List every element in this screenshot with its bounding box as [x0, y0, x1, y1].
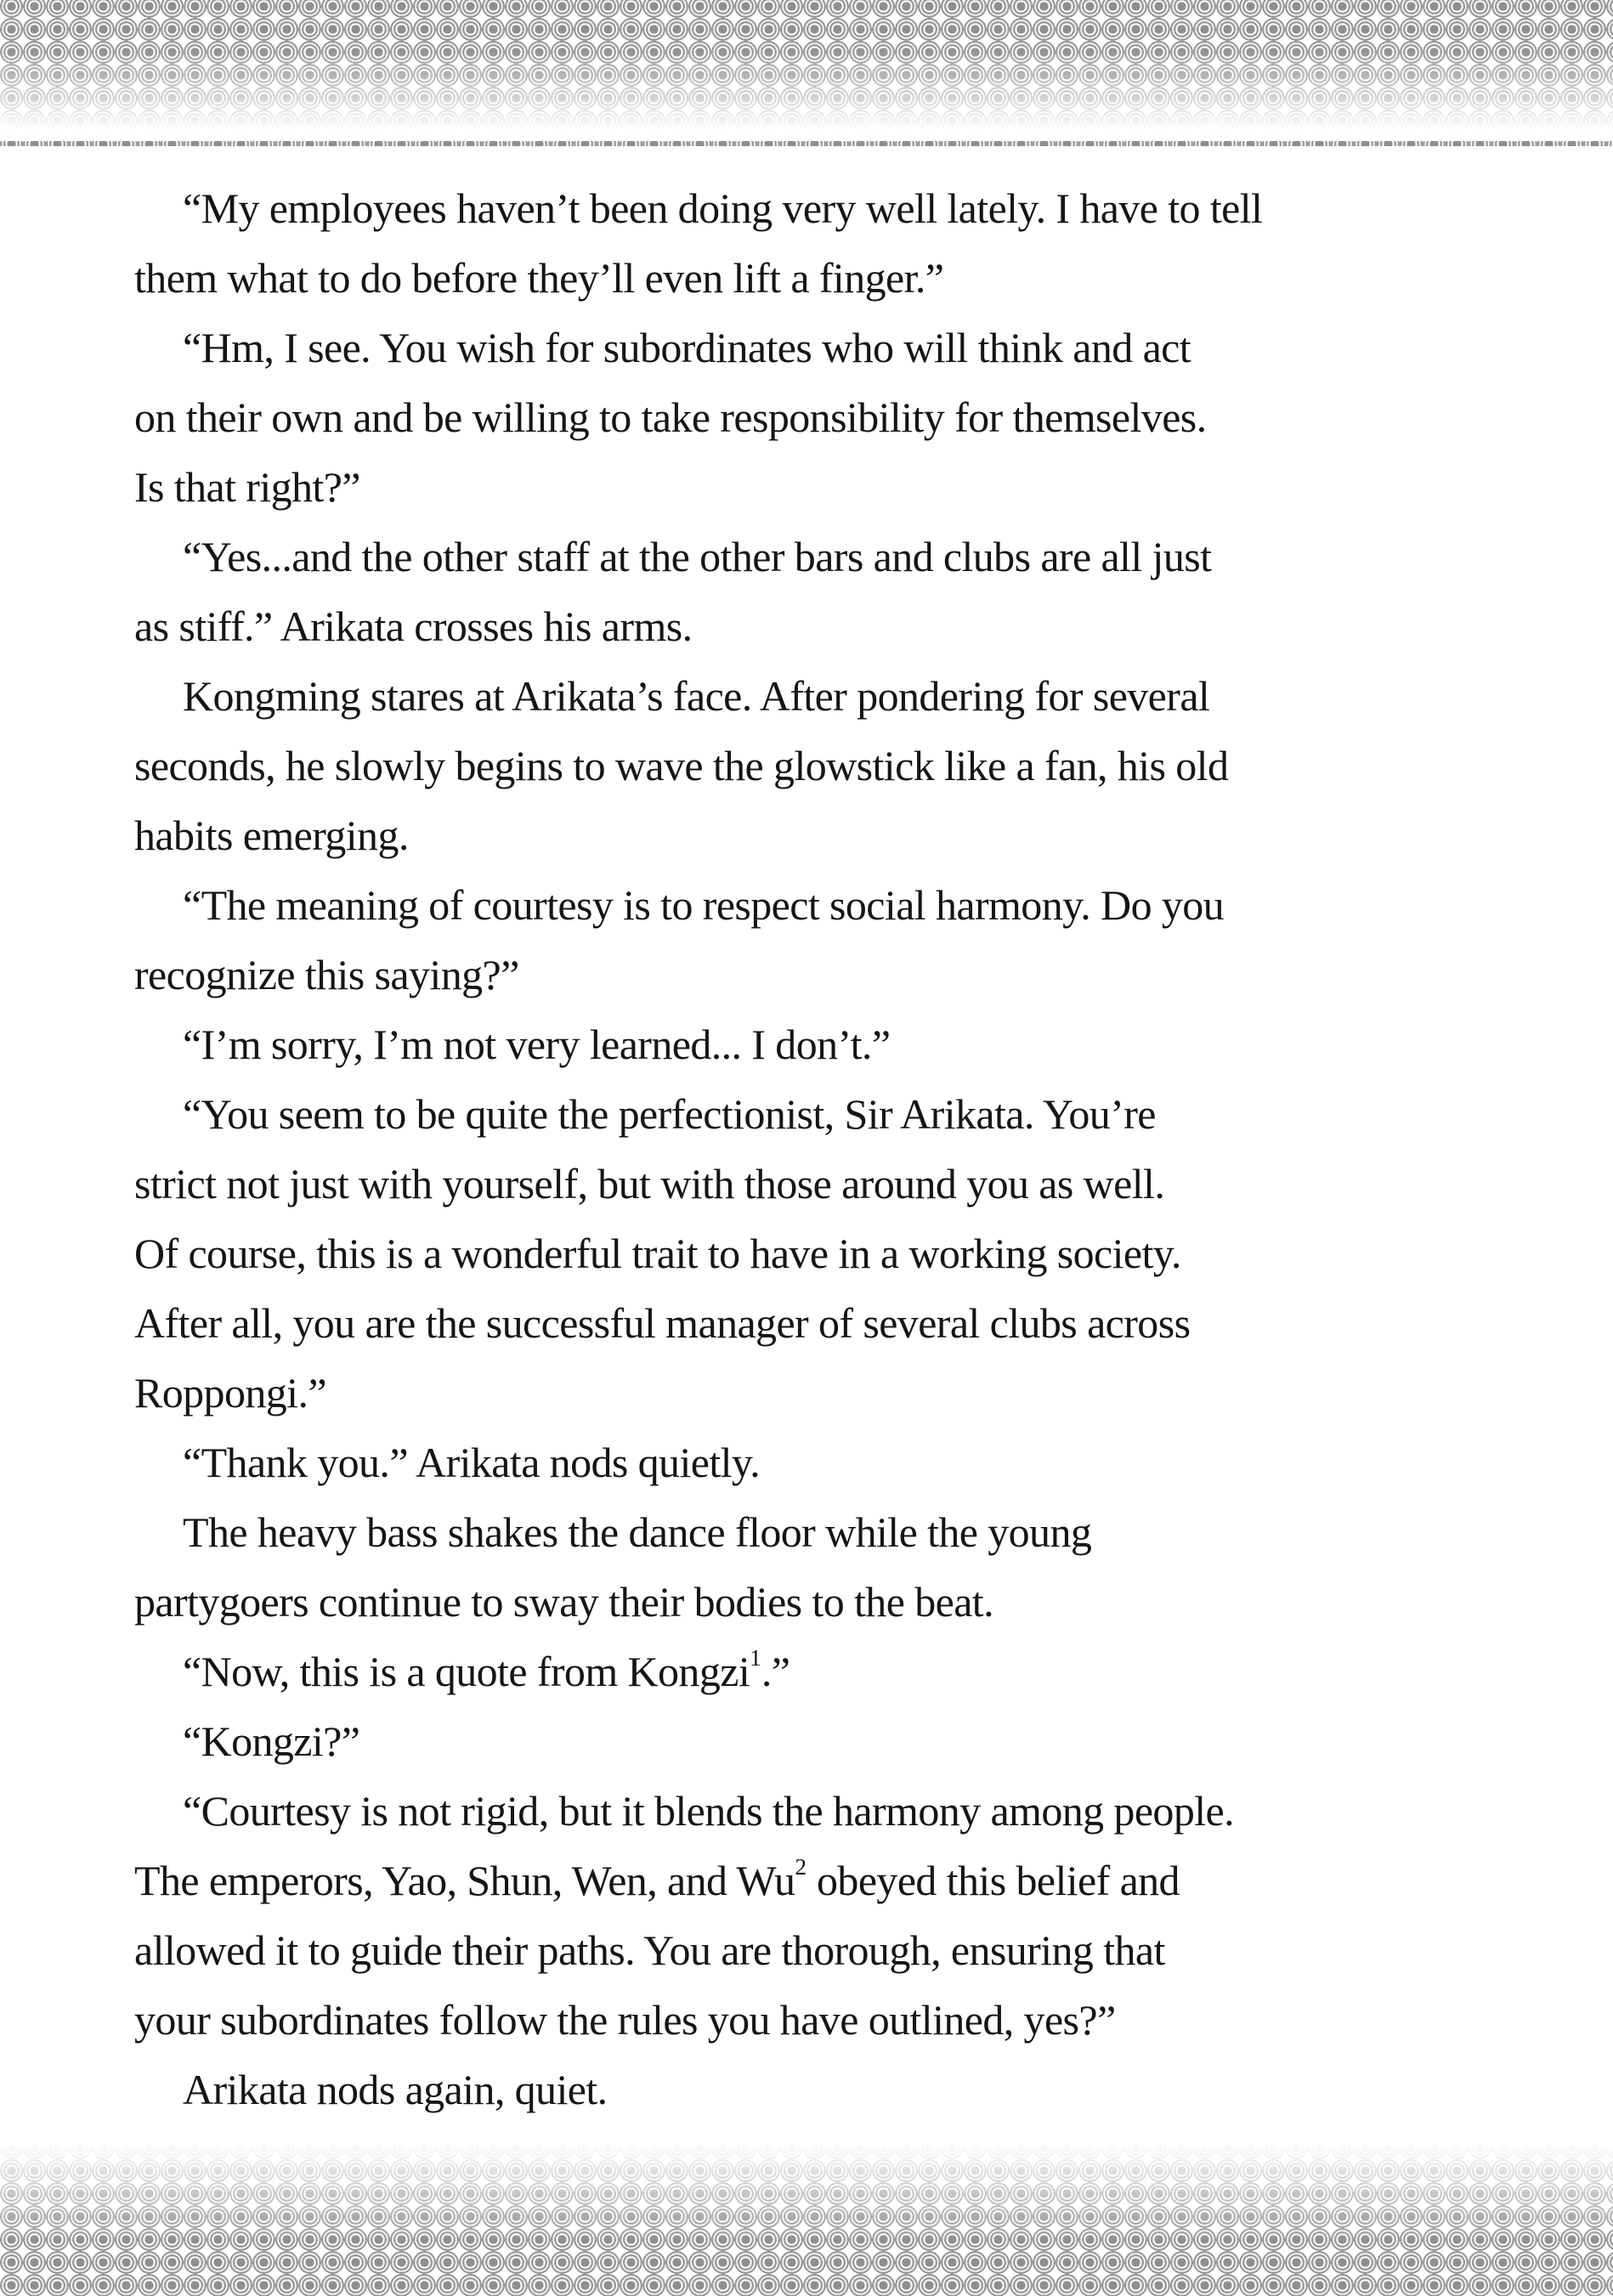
paragraph	[134, 1079, 1494, 1428]
text-line: them what to do before they’ll even lift a finger.”	[134, 254, 944, 302]
paragraph	[134, 1009, 1494, 1079]
text-line: The emperors, Yao, Shun, Wen, and Wu$^2$ obeyed this belief and	[134, 1853, 1180, 1904]
paragraph	[134, 2055, 1494, 2124]
text-line: seconds, he slowly begins to wave the glowstick like a fan, his old	[134, 742, 1229, 789]
text-line: “Thank you.” Arikata nods quietly.	[183, 1439, 760, 1486]
top-border-pattern	[0, 0, 1613, 146]
text-line: Arikata nods again, quiet.	[183, 2066, 608, 2113]
text-line: “The meaning of courtesy is to respect social harmony. Do you	[183, 881, 1225, 929]
text-line: Is that right?”	[134, 463, 360, 511]
text-line: recognize this saying?”	[134, 951, 519, 998]
paragraph	[134, 173, 1494, 313]
text-line: habits emerging.	[134, 812, 409, 859]
text-line: partygoers continue to sway their bodies to the beat.	[134, 1578, 993, 1626]
text-line: “You seem to be quite the perfectionist, Sir Arikata. You’re	[183, 1090, 1156, 1138]
text-line: strict not just with yourself, but with those around you as well.	[134, 1160, 1165, 1207]
paragraph	[134, 1428, 1494, 1497]
text-line: as stiff.” Arikata crosses his arms.	[134, 602, 693, 650]
text-line: “I’m sorry, I’m not very learned... I don’t.”	[183, 1021, 891, 1068]
text-line: your subordinates follow the rules you have outlined, yes?”	[134, 1996, 1116, 2044]
paragraph	[134, 313, 1494, 522]
text-line: on their own and be willing to take responsibility for themselves.	[134, 393, 1207, 441]
text-line: “Yes...and the other staff at the other bars and clubs are all just	[183, 533, 1212, 580]
text-line: Of course, this is a wonderful trait to have in a working society.	[134, 1230, 1181, 1277]
text-line: “Courtesy is not rigid, but it blends the harmony among people.	[183, 1787, 1235, 1835]
paragraph	[134, 870, 1494, 1009]
text-block	[134, 173, 1494, 2124]
paragraph	[134, 522, 1494, 661]
footnote-marker: 1	[750, 1644, 761, 1671]
text-line: Kongming stares at Arikata’s face. After pondering for several	[183, 672, 1210, 720]
paragraph	[134, 1776, 1494, 2055]
paragraph	[134, 1706, 1494, 1776]
text-line: “Hm, I see. You wish for subordinates who will think and act	[183, 324, 1191, 371]
text-line: “My employees haven’t been doing very well lately. I have to tell	[183, 184, 1263, 232]
footnote-marker: 2	[795, 1853, 807, 1880]
text-line: allowed it to guide their paths. You are thorough, ensuring that	[134, 1926, 1165, 1974]
text-line: “Kongzi?”	[183, 1717, 360, 1765]
text-line: Roppongi.”	[134, 1369, 326, 1417]
text-line: After all, you are the successful manager of several clubs across	[134, 1299, 1191, 1347]
bottom-border-pattern	[0, 2135, 1613, 2296]
paragraph	[134, 1497, 1494, 1637]
paragraph	[134, 1637, 1494, 1706]
text-line: “Now, this is a quote from Kongzi$^1$.”	[183, 1644, 790, 1695]
paragraph	[134, 661, 1494, 870]
text-line: The heavy bass shakes the dance floor while the young	[183, 1508, 1092, 1556]
